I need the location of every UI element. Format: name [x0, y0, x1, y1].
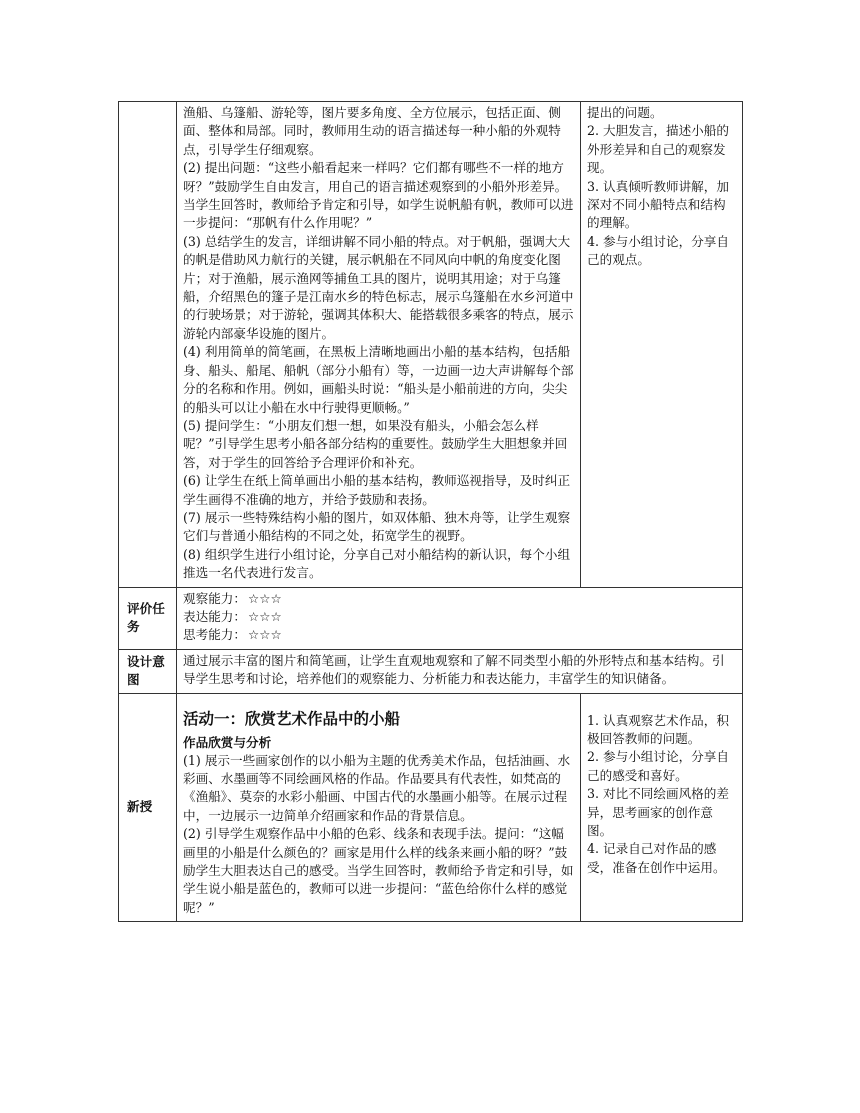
student-item-3: 3. 认真倾听教师讲解，加深对不同小船特点和结构的理解。: [587, 178, 729, 231]
new-lesson-row: [119, 693, 743, 922]
new-lesson-student-item-1: 1. 认真观察艺术作品，积极回答教师的问题。: [587, 712, 729, 746]
student-item-4: 4. 参与小组讨论，分享自己的观点。: [587, 233, 729, 268]
design-intent-row: [119, 649, 743, 693]
star-rating: ☆☆☆: [247, 590, 282, 606]
student-item-1: 提出的问题。: [587, 105, 663, 120]
evaluation-item: [183, 626, 736, 644]
new-lesson-student-item-4: 4. 记录自己对作品的感受，准备在创作中运用。: [587, 841, 726, 875]
student-activity-cell: [581, 102, 743, 588]
star-rating: ☆☆☆: [247, 608, 282, 624]
new-lesson-student-item-2: 2. 参与小组讨论，分享自己的感受和喜好。: [587, 749, 729, 783]
evaluation-cell: [177, 587, 743, 649]
new-lesson-student-cell: [581, 693, 743, 922]
teacher-step-3: (3) 总结学生的发言，详细讲解不同小船的特点。对于帆船，强调大大的帆是借助风力航行的关键，展示帆船在不同风向中帆的角度变化图片；对于渔船，展示渔网等捕鱼工具的图片，说明其用途；对于乌篷船，介绍黑色的篷子是江南水乡的特色标志，展示乌篷船在水乡河道中的行驶场景；对于游轮，强调其体积大、能搭载很多乘客的特点，展示游轮内部豪华设施的图片。: [183, 233, 574, 341]
student-item-2: 2. 大胆发言，描述小船的外形差异和自己的观察发现。: [587, 123, 729, 176]
new-lesson-step-2: (2) 引导学生观察作品中小船的色彩、线条和表现手法。提问：“这幅画里的小船是什么颜色的？画家是用什么样的线条来画小船的呀？”鼓励学生大胆表达自己的感受。当学生回答时，教师给予肯定和引导，如学生说小船是蓝色的，教师可以进一步提问：“蓝色给你什么样的感觉呢？”: [183, 826, 574, 915]
teacher-step-2: (2) 提出问题：“这些小船看起来一样吗？它们都有哪些不一样的地方呀？”鼓励学生自由发言，用自己的语言描述观察到的小船外形差异。当学生回答时，教师给予肯定和引导，如学生说帆船有帆，教师可以进一步提问：“那帆有什么作用呢？”: [183, 160, 574, 231]
teacher-step-0: 渔船、乌篷船、游轮等，图片要多角度、全方位展示，包括正面、侧面、整体和局部。同时，教师用生动的语言描述每一种小船的外观特点，引导学生仔细观察。: [183, 105, 561, 157]
evaluation-item-label: 表达能力：: [183, 608, 246, 624]
teacher-step-4: (4) 利用简单的简笔画，在黑板上清晰地画出小船的基本结构，包括船身、船头、船尾、船帆（部分小船有）等，一边画一边大声讲解每个部分的名称和作用。例如，画船头时说：“船头是小船前进的方向，尖尖的船头可以让小船在水中行驶得更顺畅。”: [183, 344, 574, 415]
evaluation-row: [119, 587, 743, 649]
evaluation-item: [183, 590, 736, 608]
star-rating: ☆☆☆: [247, 627, 282, 643]
new-lesson-step-1: (1) 展示一些画家创作的以小船为主题的优秀美术作品，包括油画、水彩画、水墨画等不同绘画风格的作品。作品要具有代表性，如梵高的《渔船》、莫奈的水彩小船画、中国古代的水墨画小船等。在展示过程中，一边展示一边简单介绍画家和作品的背景信息。: [183, 752, 571, 823]
activity-continuation-row: [119, 102, 743, 588]
teacher-step-5: (5) 提问学生：“小朋友们想一想，如果没有船头，小船会怎么样呢？”引导学生思考小船各部分结构的重要性。鼓励学生大胆想象并回答，对于学生的回答给予合理评价和补充。: [183, 417, 568, 470]
evaluation-item: [183, 608, 736, 626]
design-intent-text: 通过展示丰富的图片和简笔画，让学生直观地观察和了解不同类型小船的外形特点和基本结构。引导学生思考和讨论，培养他们的观察能力、分析能力和表达能力，丰富学生的知识储备。: [183, 652, 725, 687]
teacher-activity-cell: [177, 102, 581, 588]
evaluation-item-label: 观察能力：: [183, 590, 246, 606]
teacher-step-6: (6) 让学生在纸上简单画出小船的基本结构，教师巡视指导，及时纠正学生画得不准确的地方，并给予鼓励和表扬。: [183, 473, 571, 507]
lesson-plan-table: [118, 101, 743, 922]
evaluation-label: 评价任务: [119, 587, 177, 649]
evaluation-item-label: 思考能力：: [183, 627, 246, 643]
new-lesson-teacher-cell: [177, 693, 581, 922]
new-lesson-student-item-3: 3. 对比不同绘画风格的差异，思考画家的创作意图。: [587, 786, 729, 839]
empty-label-cell: [119, 102, 177, 588]
new-lesson-label: 新授: [119, 693, 177, 922]
teacher-step-8: (8) 组织学生进行小组讨论，分享自己对小船结构的新认识，每个小组推选一名代表进行发言。: [183, 546, 571, 581]
design-intent-label: 设计意图: [119, 649, 177, 693]
activity-heading: 活动一：欣赏艺术作品中的小船: [183, 709, 401, 728]
activity-subheading: 作品欣赏与分析: [183, 734, 272, 750]
teacher-step-7: (7) 展示一些特殊结构小船的图片，如双体船、独木舟等，让学生观察它们与普通小船结构的不同之处，拓宽学生的视野。: [183, 509, 571, 544]
design-intent-cell: [177, 649, 743, 693]
